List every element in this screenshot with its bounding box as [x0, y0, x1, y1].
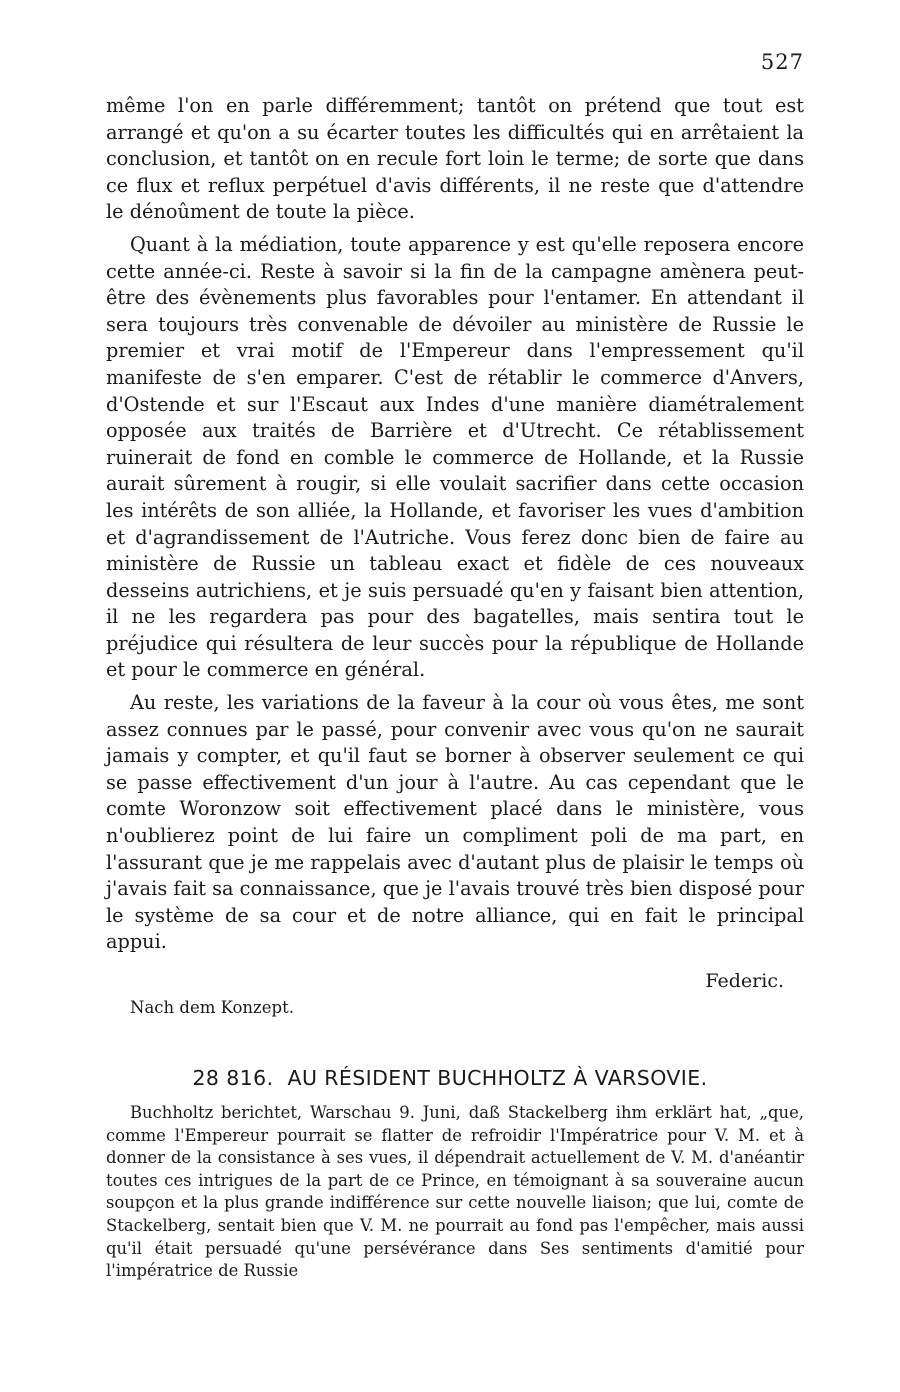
document-title: AU RÉSIDENT BUCHHOLTZ À VARSOVIE. — [287, 1066, 708, 1090]
letter-body — [106, 93, 804, 962]
source-note: Nach dem Konzept. — [130, 998, 294, 1017]
document-number: 28 816. — [192, 1066, 274, 1090]
page-number: 527 — [760, 50, 804, 74]
document-heading — [0, 1066, 900, 1090]
summary-text — [106, 1102, 804, 1283]
paragraph-2: Quant à la médiation, toute apparence y est qu'elle reposera encore cette année-ci. Reste à savoir si la fin de la campagne amènera peut-être des évènements plus favorables pour l'entamer. En attendant il sera toujours très convenable de dévoiler au ministère de Russie le premier et vrai motif de l'Empereur dans l'empressement qu'il manifeste de s'en emparer. C'est de rétablir le commerce d'Anvers, d'Ostende et sur l'Escaut aux Indes d'une manière diamétralement opposée aux traités de Barrière et d'Utrecht. Ce rétablissement ruinerait de fond en comble le commerce de Hollande, et la Russie aurait sûrement à rougir, si elle voulait sacrifier dans cette occasion les intérêts de son alliée, la Hollande, et favoriser les vues d'ambition et d'agrandissement de l'Autriche. Vous ferez donc bien de faire au ministère de Russie un tableau exact et fidèle de ces nouveaux desseins autrichiens, et je suis persuadé qu'en y faisant bien attention, il ne les regardera pas pour des bagatelles, mais sentira tout le préjudice qui résultera de leur succès pour la république de Hollande et pour le commerce en général. — [106, 232, 804, 682]
paragraph-3: Au reste, les variations de la faveur à la cour où vous êtes, me sont assez connues par le passé, pour convenir avec vous qu'on ne saurait jamais y compter, et qu'il faut se borner à observer seulement ce qui se passe effectivement d'un jour à l'autre. Au cas cependant que le comte Woronzow soit effectivement placé dans le ministère, vous n'oublierez point de lui faire un compliment poli de ma part, en l'assurant que je me rappelais avec d'autant plus de plaisir le temps où j'avais fait sa connaissance, que je l'avais trouvé très bien disposé pour le système de sa cour et de notre alliance, qui en fait le principal appui. — [106, 691, 804, 954]
paragraph-1: même l'on en parle différemment; tantôt on prétend que tout est arrangé et qu'on a su écarter toutes les difficultés qui en arrêtaient la conclusion, et tantôt on en recule fort loin le terme; de sorte que dans ce flux et reflux perpétuel d'avis différents, il ne reste que d'attendre le dénoûment de toute la pièce. — [106, 94, 804, 224]
summary-paragraph: Buchholtz berichtet, Warschau 9. Juni, daß Stackelberg ihm erklärt hat, „que, comme l'Empereur pourrait se flatter de refroidir l'Impératrice pour V. M. et à donner de la consistance à ses vues, il dépendrait actuellement de V. M. d'anéantir toutes ces intrigues de la part de ce Prince, en témoignant à sa souveraine aucun soupçon et la plus grande indifférence sur cette nouvelle liaison; que lui, comte de Stackelberg, sentait bien que V. M. ne pourrait au fond pas l'empêcher, mais aussi qu'il était persuadé qu'une persévérance dans Ses sentiments d'amitié pour l'impératrice de Russie — [106, 1103, 804, 1281]
signature: Federic. — [705, 970, 784, 992]
